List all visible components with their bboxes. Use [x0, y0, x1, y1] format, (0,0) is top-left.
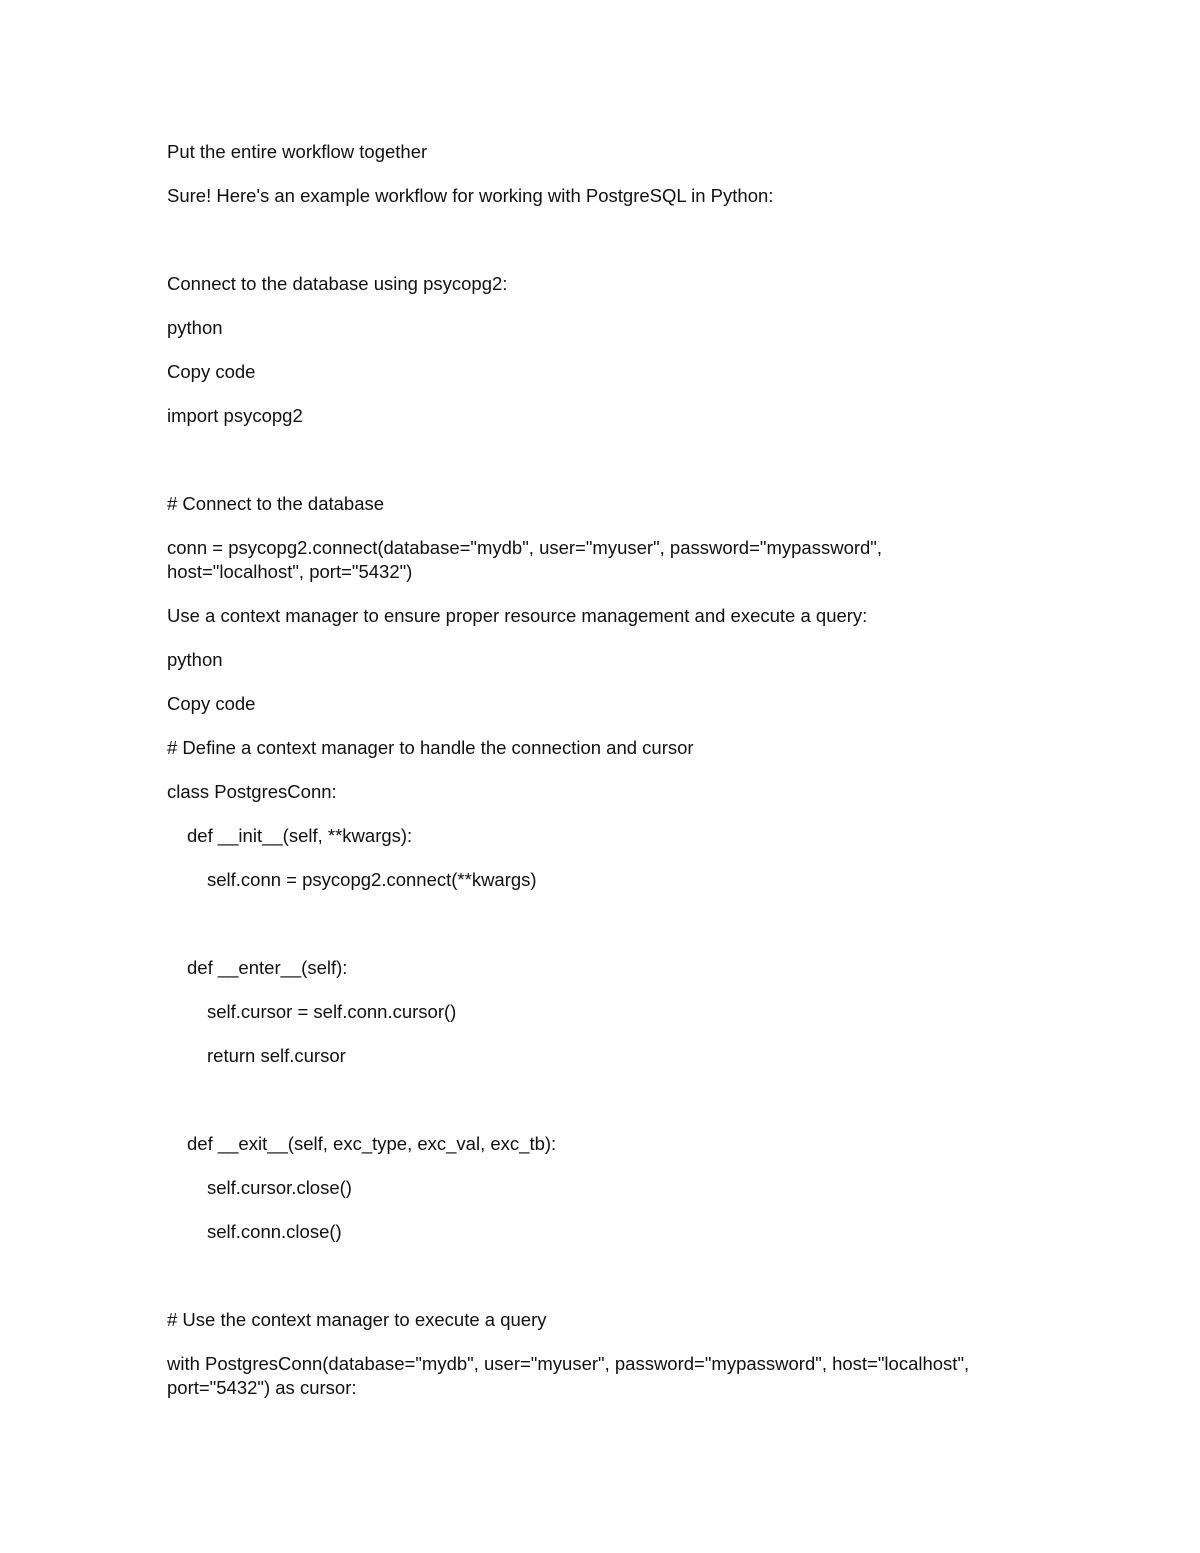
code-line: conn = psycopg2.connect(database="mydb", user="myuser", password="mypassword",: [167, 537, 883, 558]
code-line: self.conn = psycopg2.connect(**kwargs): [207, 869, 537, 890]
code-comment-line: # Connect to the database: [167, 493, 385, 514]
code-line-continuation: port="5432") as cursor:: [167, 1377, 357, 1398]
intro-line: Sure! Here's an example workflow for working with PostgreSQL in Python:: [167, 185, 774, 206]
code-line: with PostgresConn(database="mydb", user="myuser", password="mypassword", host="localhost",: [167, 1353, 970, 1374]
step-connect-line: Connect to the database using psycopg2:: [167, 273, 508, 294]
code-comment-line: # Define a context manager to handle the connection and cursor: [167, 737, 694, 758]
code-line: def __init__(self, **kwargs):: [187, 825, 413, 846]
code-language-label: python: [167, 649, 223, 670]
code-language-label: python: [167, 317, 223, 338]
code-line: import psycopg2: [167, 405, 303, 426]
code-line: self.conn.close(): [207, 1221, 342, 1242]
code-line: def __exit__(self, exc_type, exc_val, exc_tb):: [187, 1133, 557, 1154]
code-line: self.cursor.close(): [207, 1177, 352, 1198]
code-line: def __enter__(self):: [187, 957, 348, 978]
code-line: return self.cursor: [207, 1045, 346, 1066]
code-line-continuation: host="localhost", port="5432"): [167, 561, 413, 582]
code-line: self.cursor = self.conn.cursor(): [207, 1001, 457, 1022]
heading-line: Put the entire workflow together: [167, 141, 428, 162]
step-context-manager-line: Use a context manager to ensure proper resource management and execute a query:: [167, 605, 868, 626]
copy-code-label: Copy code: [167, 693, 256, 714]
code-line: class PostgresConn:: [167, 781, 337, 802]
code-comment-line: # Use the context manager to execute a query: [167, 1309, 547, 1330]
document-body: [167, 140, 1047, 1400]
copy-code-label: Copy code: [167, 361, 256, 382]
